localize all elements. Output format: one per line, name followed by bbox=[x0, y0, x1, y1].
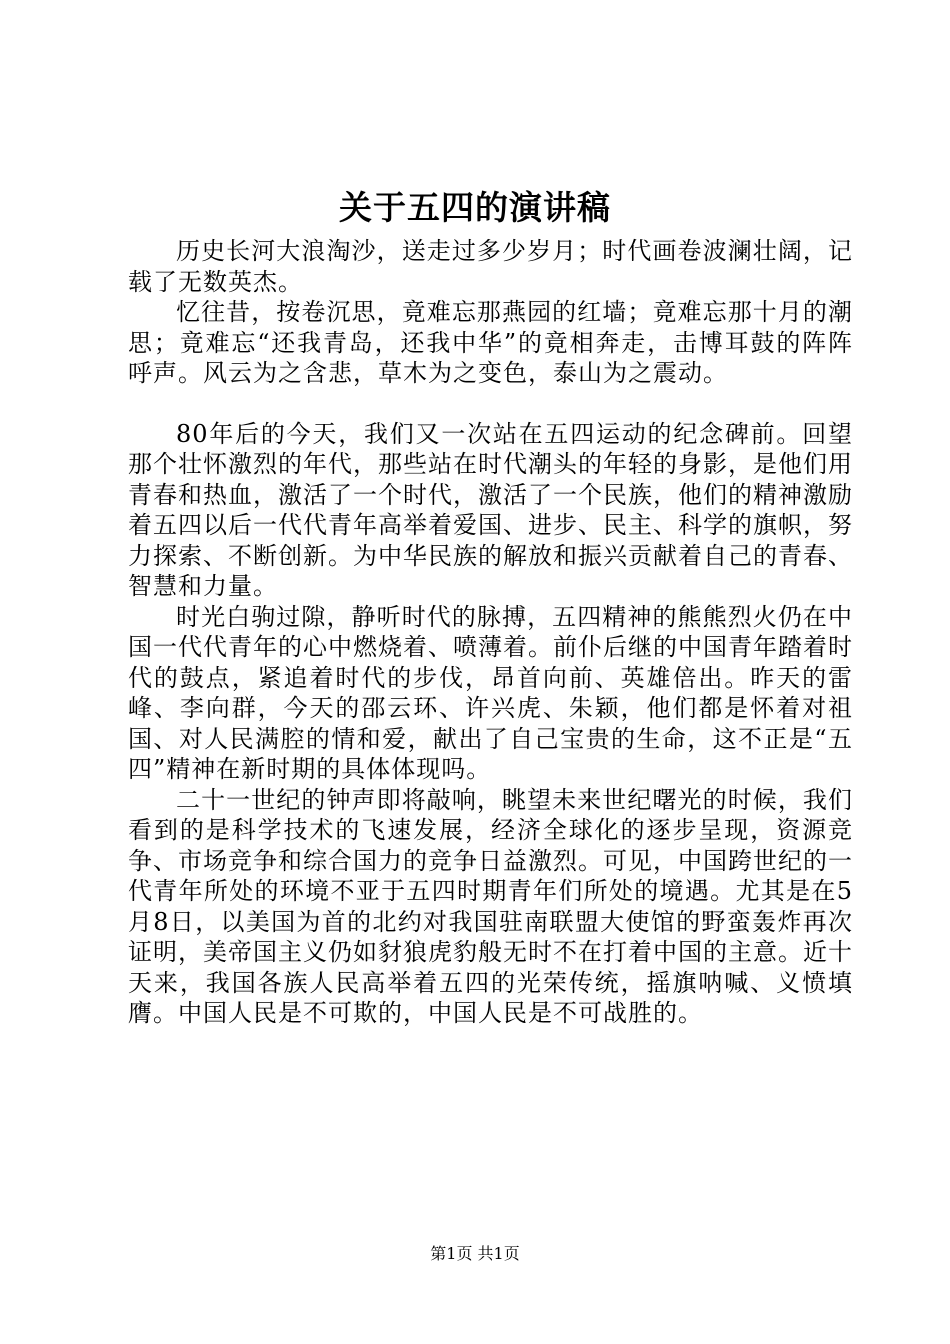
paragraph-4: 时光白驹过隙，静听时代的脉搏，五四精神的熊熊烈火仍在中国一代代青年的心中燃烧着、喷薄着。前仆后继的中国青年踏着时代的鼓点，紧追着时代的步伐，昂首向前、英雄倍出。昨天的雷峰、李向群，今天的邵云环、许兴虎、朱颖，他们都是怀着对祖国、对人民满腔的情和爱，献出了自己宝贵的生命，这不正是“五四”精神在新时期的具体体现吗。 bbox=[128, 602, 853, 783]
paragraph-5: 二十一世纪的钟声即将敲响，眺望未来世纪曙光的时候，我们看到的是科学技术的飞速发展，经济全球化的逐步呈现，资源竞争、市场竞争和综合国力的竞争日益激烈。可见，中国跨世纪的一代青年所处的环境不亚于五四时期青年们所处的境遇。尤其是在5月8日，以美国为首的北约对我国驻南联盟大使馆的野蛮轰炸再次证明，美帝国主义仍如豺狼虎豹般无时不在打着中国的主意。近十天来，我国各族人民高举着五四的光荣传统，摇旗呐喊、义愤填膺。中国人民是不可欺的，中国人民是不可战胜的。 bbox=[128, 785, 853, 1027]
document-body bbox=[128, 236, 853, 1029]
paragraph-2: 忆往昔，按卷沉思，竟难忘那燕园的红墙；竟难忘那十月的潮思；竟难忘“还我青岛，还我中华”的竟相奔走，击博耳鼓的阵阵呼声。风云为之含悲，草木为之变色，泰山为之震动。 bbox=[128, 298, 853, 387]
paragraph-3: 80年后的今天，我们又一次站在五四运动的纪念碑前。回望那个壮怀激烈的年代，那些站在时代潮头的年轻的身影，是他们用青春和热血，激活了一个时代，激活了一个民族，他们的精神激励着五四以后一代代青年高举着爱国、进步、民主、科学的旗帜，努力探索、不断创新。为中华民族的解放和振兴贡献着自己的青春、智慧和力量。 bbox=[128, 419, 853, 600]
paragraph-1: 历史长河大浪淘沙，送走过多少岁月；时代画卷波澜壮阔，记载了无数英杰。 bbox=[128, 237, 853, 296]
page-number-footer: 第1页 共1页 bbox=[430, 1244, 520, 1263]
document-title: 关于五四的演讲稿 bbox=[339, 188, 611, 227]
